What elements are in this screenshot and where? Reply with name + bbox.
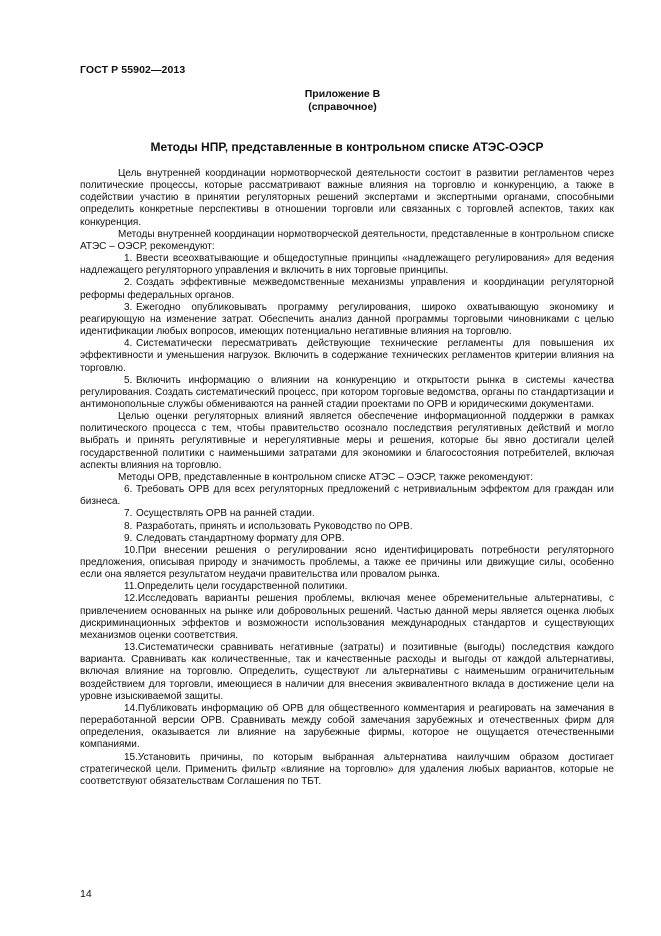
- list-item: 11.Определить цели государственной политики.: [124, 581, 348, 593]
- list-item: 2. Создать эффективные межведомственные механизмы управления и координации регуляторной реформы федеральных органов.: [80, 277, 614, 301]
- list-item: 10.При внесении решения о регулировании ясно идентифицировать потребности регуляторного предложения, описывая природу и значимость проблемы, а также ее причины или движущие силы, особенно если она является результатом неудачи правительства или провалом рынка.: [80, 544, 614, 581]
- list-item: 15.Установить причины, по которым выбранная альтернатива наилучшим образом достигает стратегической цели. Применить фильтр «влияние на торговлю» для удаления любых вариантов, которые не соответствуют обязательствам Соглашения по ТБТ.: [80, 751, 614, 787]
- paragraph: Методы ОРВ, представленные в контрольном списке АТЭС – ОЭСР, также рекомендуют:: [118, 471, 534, 483]
- list-item: 12.Исследовать варианты решения проблемы, включая менее обременительные альтернативы, с привлечением основанных на рынке или добровольных решений. Частью данной меры является оценка любых дискриминационных эффектов и возможности использования международных стандартов и существующих механизмов оценки соответствия.: [80, 593, 614, 641]
- list-item: 9. Следовать стандартному формату для ОРВ.: [124, 532, 345, 544]
- appendix-subtitle: (справочное): [308, 101, 377, 113]
- list-item: 4. Систематически пересматривать действующие технические регламенты для повышения их эффективности и уменьшения нагрузок. Включить в содержание технических регламентов критерии влияния на торговлю.: [80, 338, 614, 374]
- document-body: [80, 168, 614, 788]
- paragraph: Целью оценки регуляторных влияний является обеспечение информационной поддержки в рамках политического процесса с тем, чтобы правительство осознало последствия регулятивных действий и могло выбрать и принять регулятивные и нерегулятивные меры и решения, которые бы явно достигали целей государственной политики с наименьшими затратами для экономики и благосостояния потребителей, включая аспекты влияния на торговлю.: [80, 411, 614, 471]
- list-item: 13.Систематически сравнивать негативные (затраты) и позитивные (выгоды) последствия каждого варианта. Сравнивать как количественные, так и качественные расходы и выгоды от каждой альтернативы, включая влияние на торговлю. Определить, существуют ли альтернативы с наименьшим ограничительным воздействием для торговли, имеющиеся в наличии для внесения эквивалентного вклада в достижение цели на уровне изыскиваемой защиты.: [80, 642, 614, 702]
- section-title: Методы НПР, представленные в контрольном списке АТЭС-ОЭСР: [150, 140, 544, 154]
- list-item: 8. Разработать, принять и использовать Руководство по ОРВ.: [124, 520, 413, 532]
- list-item: 7. Осуществлять ОРВ на ранней стадии.: [124, 508, 315, 520]
- list-item: 1. Ввести всеохватывающие и общедоступные принципы «надлежащего регулирования» для ведения надлежащего регуляторного управления и включить в них торговые принципы.: [80, 253, 614, 277]
- paragraph: Цель внутренней координации нормотворческой деятельности состоит в развитии регламентов через политические процессы, которые рассматривают важные влияния на торговлю и конкуренцию, а также в содействии участию в принятии регуляторных решений экспертами и экспертными органами, способными определить конкретные перспективы в отношении торговли или связанных с торговлей аспектов, таких как конкуренция.: [80, 168, 614, 228]
- page-number: 14: [80, 888, 92, 900]
- document-header: ГОСТ Р 55902—2013: [80, 64, 186, 76]
- appendix-heading: [0, 88, 661, 114]
- list-item: 6. Требовать ОРВ для всех регуляторных предложений с нетривиальным эффектом для граждан или бизнеса.: [80, 484, 614, 508]
- list-item: 3. Ежегодно опубликовывать программу регулирования, широко охватывающую экономику и реагирующую на изменение затрат. Обеспечить анализ данной программы торговыми чиновниками с целью идентификации любых вопросов, имеющих потенциально негативные влияния на торговлю.: [80, 301, 614, 338]
- list-item: 14.Публиковать информацию об ОРВ для общественного комментария и реагировать на замечания в переработанной версии ОРВ. Сравнивать между собой замечания зарубежных и отечественных фирм для определения, оказывается ли влияние на зарубежные фирмы, которое не ощущается отечественными компаниями.: [80, 702, 614, 751]
- list-item: 5. Включить информацию о влиянии на конкуренцию и открытости рынка в системы качества регулирования. Создать систематический процесс, при котором торговые ведомства, органы по стандартизации и антимонопольные службы обмениваются на ранней стадии проектами по ОРВ и юридическими документами.: [80, 374, 614, 410]
- paragraph: Методы внутренней координации нормотворческой деятельности, представленные в контрольном списке АТЭС – ОЭСР, рекомендуют:: [80, 228, 614, 252]
- appendix-title: Приложение В: [304, 88, 381, 100]
